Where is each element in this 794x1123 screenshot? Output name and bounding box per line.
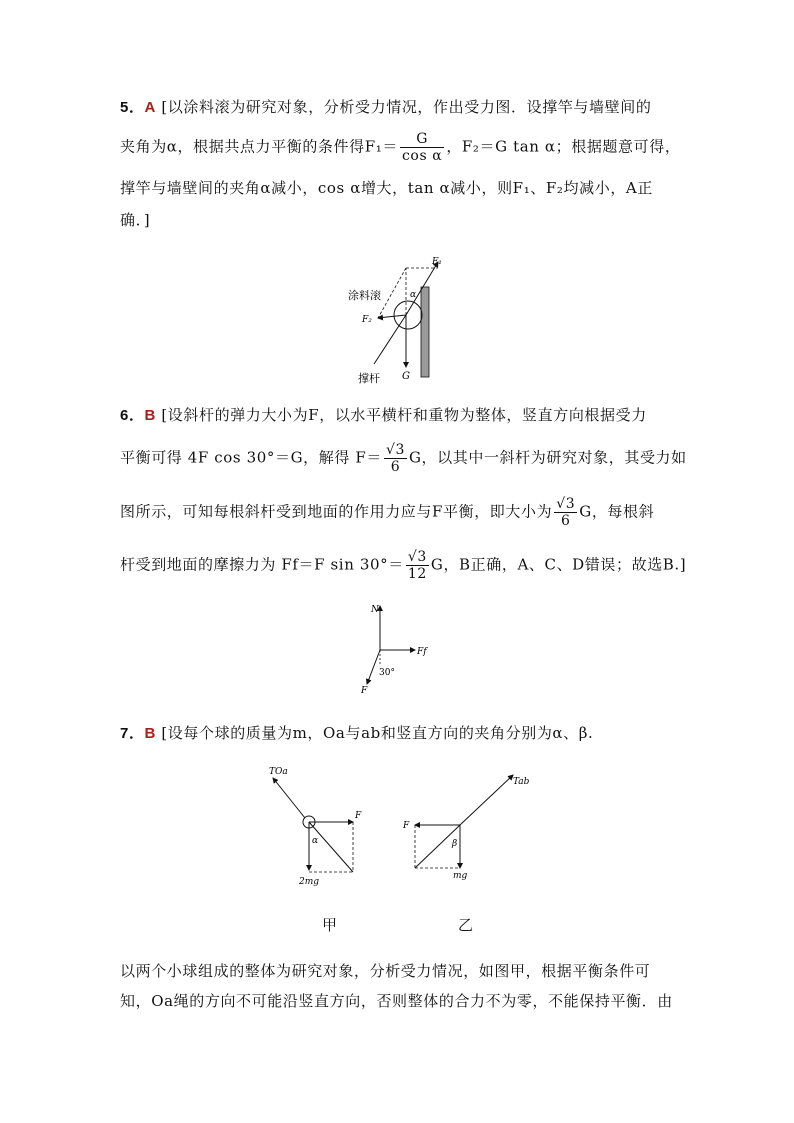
q5-text-line4: 确．] xyxy=(120,211,151,229)
q6-frac3-num: √3 xyxy=(407,549,427,565)
q5-frac-num: G xyxy=(416,131,429,147)
dashed-diagonal xyxy=(378,268,406,318)
label-n: N xyxy=(371,605,379,615)
q7-diagram-right xyxy=(395,768,535,888)
q5-line4 xyxy=(120,209,680,231)
q7-line1 xyxy=(120,722,680,745)
q6-text-line4b: G，B正确，A、C、D错误；故选B.] xyxy=(430,555,687,574)
q6-frac2-den: 6 xyxy=(554,512,577,529)
q6-frac1-num: √3 xyxy=(385,442,405,458)
roller-circle xyxy=(394,301,422,329)
label-30deg: 30° xyxy=(379,668,395,678)
q6-text-line3b: G，每根斜 xyxy=(579,502,655,521)
diagonal xyxy=(309,822,353,872)
label-2mg: 2mg xyxy=(299,877,320,887)
label-f-right: F xyxy=(403,821,410,831)
q7-diagram-left xyxy=(265,760,375,890)
label-f-left: F xyxy=(355,811,362,821)
q6-line1 xyxy=(120,404,680,427)
t-oa-arrow xyxy=(273,778,305,818)
label-rod: 撑杆 xyxy=(358,372,380,384)
q6-text-line2a: 平衡可得 4F cos 30°＝G，解得 F＝ xyxy=(120,448,382,467)
f2-arrow xyxy=(378,315,406,318)
q7-number: 7． xyxy=(120,725,145,742)
q7-text-line1: [设每个球的质量为m，Oa与ab和竖直方向的夹角分别为α、β. xyxy=(161,724,594,742)
q5-text-line1: [以涂料滚为研究对象，分析受力情况，作出受力图．设撑竿与墙壁间的 xyxy=(161,98,652,116)
label-f: F xyxy=(361,686,368,696)
t-ab-arrow xyxy=(460,775,513,825)
q6-line3 xyxy=(120,496,680,529)
q6-frac1-den: 6 xyxy=(384,458,407,475)
label-f1: F₁ xyxy=(432,257,442,267)
q6-text-line4a: 杆受到地面的摩擦力为 Ff＝F sin 30°＝ xyxy=(120,555,404,574)
label-roller: 涂料滚 xyxy=(348,289,381,302)
rod-line xyxy=(374,315,406,364)
label-alpha: α xyxy=(410,290,417,300)
q7-text-para1: 以两个小球组成的整体为研究对象，分析受力情况，如图甲，根据平衡条件可 xyxy=(120,962,651,980)
q7-para1 xyxy=(120,960,680,982)
q5-number: 5． xyxy=(120,99,145,116)
label-g: G xyxy=(402,371,410,382)
label-t-oa: TOa xyxy=(269,767,288,777)
q5-force-diagram xyxy=(340,252,460,384)
q5-answer: A xyxy=(144,99,156,116)
q5-line2 xyxy=(120,131,680,164)
caption-yi: 乙 xyxy=(458,916,474,934)
q5-text-line2a: 夹角为α，根据共点力平衡的条件得 xyxy=(120,137,365,156)
q5-text-line3: 撑竿与墙壁间的夹角α减小，cos α增大，tan α减小，则F₁、F₂均减小，A正 xyxy=(120,179,653,197)
q5-line3 xyxy=(120,177,680,199)
q5-frac-den: cos α xyxy=(401,148,443,164)
q6-number: 6． xyxy=(120,407,145,424)
q6-frac-2 xyxy=(554,496,577,529)
wall xyxy=(421,287,429,377)
q6-text-line1: [设斜杆的弹力大小为F，以水平横杆和重物为整体，竖直方向根据受力 xyxy=(161,406,647,424)
q5-fraction xyxy=(400,131,444,164)
q5-text-line2b: ，F₂＝G tan α；根据题意可得， xyxy=(446,137,681,156)
q6-frac3-den: 12 xyxy=(406,565,429,582)
q5-line1 xyxy=(120,96,680,119)
q6-line4 xyxy=(120,549,687,582)
q6-text-line3a: 图所示，可知每根斜杆受到地面的作用力应与F平衡，即大小为 xyxy=(120,502,553,521)
f-arrow xyxy=(367,650,380,684)
caption-jia: 甲 xyxy=(322,916,338,934)
label-mg: mg xyxy=(453,871,468,881)
q6-line2 xyxy=(120,442,687,475)
label-f2: F₂ xyxy=(362,315,372,325)
q6-frac2-num: √3 xyxy=(556,496,576,512)
q7-text-para2: 知，Oa绳的方向不可能沿竖直方向，否则整体的合力不为零，不能保持平衡．由 xyxy=(120,992,673,1010)
q7-answer: B xyxy=(144,725,156,742)
label-beta: β xyxy=(452,839,458,849)
label-t-ab: Tab xyxy=(513,777,530,787)
q6-frac-3 xyxy=(406,549,429,582)
label-alpha-q7: α xyxy=(312,836,319,846)
q5-f1-label: F₁＝ xyxy=(364,137,398,156)
q6-text-line2b: G，以其中一斜杆为研究对象，其受力如 xyxy=(408,448,687,467)
q6-force-diagram xyxy=(355,600,435,700)
label-ff: Ff xyxy=(417,647,427,657)
q6-answer: B xyxy=(144,407,156,424)
q6-frac-1 xyxy=(384,442,407,475)
q7-para2 xyxy=(120,990,680,1012)
